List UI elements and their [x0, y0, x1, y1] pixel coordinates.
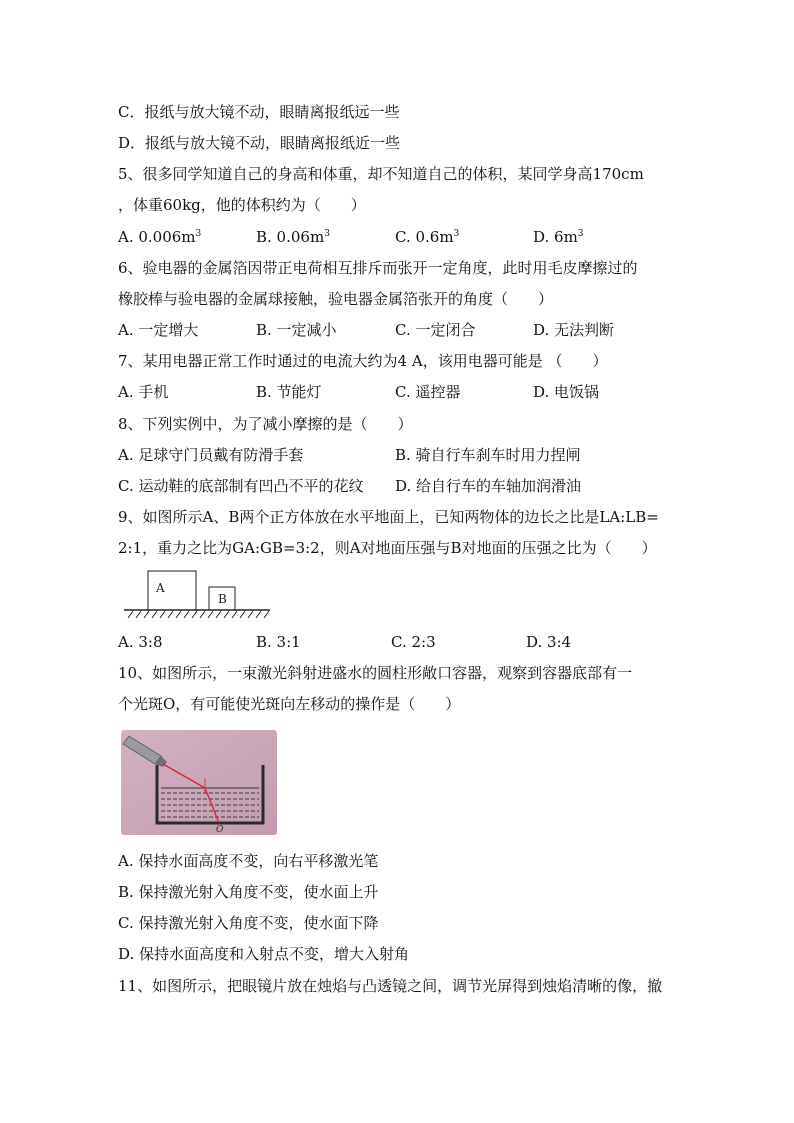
q7-option-b: B. 节能灯: [256, 383, 322, 401]
q5-option-c: C. $0.6m^3$: [395, 228, 460, 246]
q11-stem-line1: 11、如图所示，把眼镜片放在烛焰与凸透镜之间，调节光屏得到烛焰清晰的像，撤: [118, 977, 663, 995]
spot-o-label: O: [216, 825, 224, 835]
q9-option-c: C. 2:3: [391, 633, 436, 651]
q8-option-a: A. 足球守门员戴有防滑手套: [118, 446, 304, 464]
q10-laser-container-figure: [121, 730, 277, 835]
q6-option-d: D. 无法判断: [533, 321, 615, 339]
q6-stem-line2: 橡胶棒与验电器的金属球接触，验电器金属箔张开的角度（ ）: [118, 290, 554, 308]
q10-stem-line2: 个光斑O，有可能使光斑向左移动的操作是（ ）: [118, 695, 461, 713]
q7-stem-line1: 7、某用电器正常工作时通过的电流大约为4 A，该用电器可能是 （ ）: [118, 352, 608, 370]
q5-stem-line2: ，体重60kg，他的体积约为（ ）: [118, 196, 366, 214]
q9-stem-line2: 2:1，重力之比为GA:GB=3:2，则A对地面压强与B对地面的压强之比为（ ）: [118, 539, 657, 557]
q10-option-c: C. 保持激光射入角度不变，使水面下降: [118, 914, 379, 932]
q9-option-b: B. 3:1: [256, 633, 301, 651]
cube-a-label: A: [156, 581, 165, 595]
q10-stem-line1: 10、如图所示，一束激光斜射进盛水的圆柱形敞口容器，观察到容器底部有一: [118, 664, 633, 682]
q10-option-a: A. 保持水面高度不变，向右平移激光笔: [118, 852, 379, 870]
q6-stem-line1: 6、验电器的金属箔因带正电荷相互排斥而张开一定角度，此时用毛皮摩擦过的: [118, 259, 638, 277]
q5-option-b: B. $0.06m^3$: [256, 228, 330, 246]
q5-option-d: D. $6m^3$: [533, 228, 584, 246]
prev-option-d: D．报纸与放大镜不动，眼睛离报纸近一些: [118, 134, 401, 152]
q5-stem-line1: 5、很多同学知道自己的身高和体重，却不知道自己的体积，某同学身高170cm: [118, 165, 644, 183]
q6-option-c: C. 一定闭合: [395, 321, 476, 339]
q8-option-c: C. 运动鞋的底部制有凹凸不平的花纹: [118, 477, 364, 495]
q9-stem-line1: 9、如图所示A、B两个正方体放在水平地面上，已知两物体的边长之比是LA:LB=: [118, 508, 659, 526]
q7-option-d: D. 电饭锅: [533, 383, 600, 401]
q10-option-d: D. 保持水面高度和入射点不变，增大入射角: [118, 945, 410, 963]
q7-option-c: C. 遥控器: [395, 383, 461, 401]
q9-option-a: A. 3:8: [118, 633, 163, 651]
q10-option-b: B. 保持激光射入角度不变，使水面上升: [118, 883, 379, 901]
q6-option-a: A. 一定增大: [118, 321, 199, 339]
q7-option-a: A. 手机: [118, 383, 169, 401]
ground-hatching: [128, 611, 269, 618]
q9-option-d: D. 3:4: [526, 633, 572, 651]
q8-stem-line1: 8、下列实例中，为了减小摩擦的是（ ）: [118, 415, 413, 433]
q8-option-d: D. 给自行车的车轴加润滑油: [395, 477, 582, 495]
q9-cubes-figure: [120, 568, 275, 620]
q8-option-b: B. 骑自行车刹车时用力捏闸: [395, 446, 581, 464]
prev-option-c: C．报纸与放大镜不动，眼睛离报纸远一些: [118, 103, 400, 121]
cube-b-label: B: [218, 592, 227, 606]
q6-option-b: B. 一定减小: [256, 321, 337, 339]
q5-option-a: A. $0.006m^3$: [118, 228, 202, 246]
